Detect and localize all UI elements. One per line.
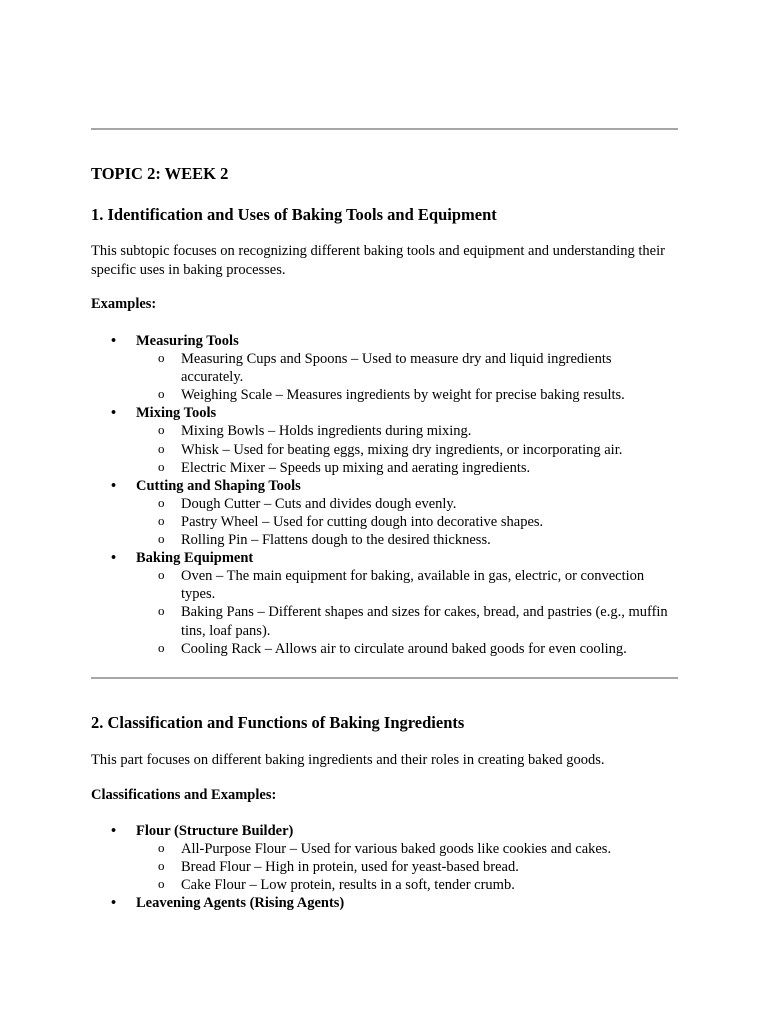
- list-item: [136, 441, 676, 459]
- bullet-icon: •: [111, 823, 117, 839]
- circle-bullet-icon: o: [158, 567, 165, 583]
- item-text: Electric Mixer – Speeds up mixing and aerating ingredients.: [181, 459, 531, 476]
- category-title: Flour (Structure Builder): [136, 823, 294, 839]
- circle-bullet-icon: o: [158, 440, 165, 456]
- item-text: Oven – The main equipment for baking, available in gas, electric, or convection types.: [181, 568, 645, 603]
- section1-intro: This subtopic focuses on recognizing different baking tools and equipment and understanding their specific uses in baking processes.: [91, 243, 665, 278]
- item-text: Dough Cutter – Cuts and divides dough evenly.: [181, 495, 457, 512]
- category-title: Mixing Tools: [136, 405, 217, 422]
- list-item: [91, 477, 676, 549]
- list-item: [136, 876, 676, 894]
- list-item: [91, 822, 676, 894]
- section2-examples-label: Classifications and Examples:: [91, 787, 277, 803]
- horizontal-rule: [91, 677, 678, 679]
- circle-bullet-icon: o: [158, 494, 165, 510]
- item-text: Whisk – Used for beating eggs, mixing dry ingredients, or incorporating air.: [181, 441, 623, 458]
- item-text: Baking Pans – Different shapes and sizes for cakes, bread, and pastries (e.g., muffin tins, loaf pans).: [181, 604, 668, 639]
- section1-heading: 1. Identification and Uses of Baking Tools and Equipment: [91, 205, 497, 224]
- section1-examples-label: Examples:: [91, 296, 157, 312]
- category-title: Leavening Agents (Rising Agents): [136, 895, 345, 912]
- circle-bullet-icon: o: [158, 840, 165, 856]
- circle-bullet-icon: o: [158, 458, 165, 474]
- horizontal-rule: [91, 128, 678, 130]
- section2-intro: This part focuses on different baking ingredients and their roles in creating baked goods.: [91, 752, 605, 768]
- list-item: [136, 858, 676, 876]
- bullet-icon: •: [111, 550, 117, 567]
- list-item: [91, 894, 676, 912]
- circle-bullet-icon: o: [158, 603, 165, 619]
- list-item: [136, 350, 676, 386]
- item-text: Rolling Pin – Flattens dough to the desired thickness.: [181, 532, 491, 549]
- list-item: [136, 459, 676, 477]
- list-item: [91, 549, 676, 658]
- circle-bullet-icon: o: [158, 386, 165, 402]
- list-item: [136, 513, 676, 531]
- bullet-icon: •: [111, 895, 117, 912]
- circle-bullet-icon: o: [158, 531, 165, 547]
- list-item: [136, 422, 676, 440]
- list-item: [136, 531, 676, 549]
- circle-bullet-icon: o: [158, 512, 165, 528]
- category-title: Measuring Tools: [136, 333, 239, 349]
- list-item: [136, 495, 676, 513]
- circle-bullet-icon: o: [158, 639, 165, 655]
- item-text: Cooling Rack – Allows air to circulate around baked goods for even cooling.: [181, 640, 627, 657]
- category-title: Cutting and Shaping Tools: [136, 477, 301, 494]
- circle-bullet-icon: o: [158, 350, 165, 366]
- circle-bullet-icon: o: [158, 858, 165, 874]
- bullet-icon: •: [111, 477, 117, 494]
- list-item: [91, 332, 676, 404]
- item-text: Mixing Bowls – Holds ingredients during mixing.: [181, 423, 472, 440]
- circle-bullet-icon: o: [158, 876, 165, 892]
- item-text: Cake Flour – Low protein, results in a soft, tender crumb.: [181, 877, 515, 894]
- item-text: Measuring Cups and Spoons – Used to measure dry and liquid ingredients accurately.: [181, 351, 612, 386]
- list-item: [136, 603, 676, 639]
- section1-list: [91, 332, 676, 658]
- bullet-icon: •: [111, 405, 117, 422]
- list-item: [136, 386, 676, 404]
- list-item: [136, 840, 676, 858]
- item-text: Weighing Scale – Measures ingredients by weight for precise baking results.: [181, 387, 625, 404]
- list-item: [91, 404, 676, 476]
- circle-bullet-icon: o: [158, 422, 165, 438]
- bullet-icon: •: [111, 333, 117, 349]
- category-title: Baking Equipment: [136, 550, 254, 567]
- section2-list: [91, 822, 676, 912]
- item-text: Bread Flour – High in protein, used for yeast-based bread.: [181, 859, 519, 876]
- item-text: Pastry Wheel – Used for cutting dough into decorative shapes.: [181, 513, 544, 530]
- list-item: [136, 640, 676, 658]
- section2-heading: 2. Classification and Functions of Baking Ingredients: [91, 713, 465, 732]
- list-item: [136, 567, 676, 603]
- topic-heading: TOPIC 2: WEEK 2: [91, 164, 229, 183]
- item-text: All-Purpose Flour – Used for various baked goods like cookies and cakes.: [181, 841, 612, 858]
